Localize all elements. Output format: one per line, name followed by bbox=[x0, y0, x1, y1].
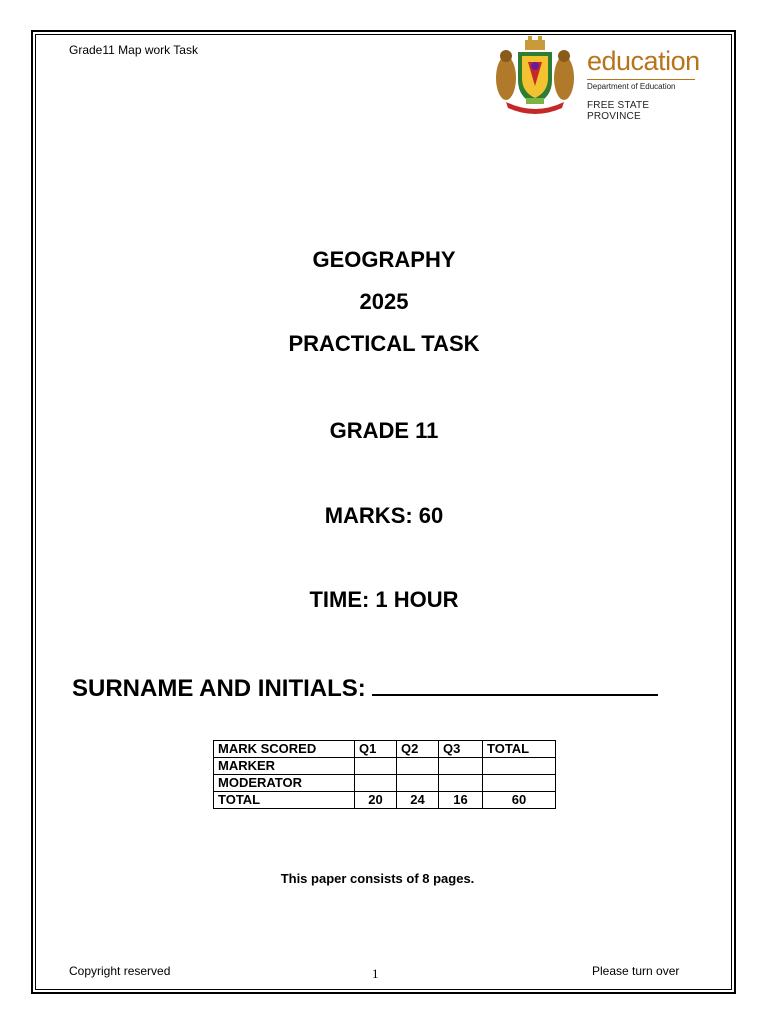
logo-wordmark: education bbox=[587, 46, 700, 76]
coat-of-arms-icon bbox=[492, 36, 578, 116]
table-header-cell: Q1 bbox=[355, 741, 397, 758]
surname-write-line[interactable] bbox=[372, 672, 658, 696]
marks-heading: MARKS: 60 bbox=[324, 503, 444, 528]
table-cell bbox=[483, 758, 556, 775]
footer-copyright: Copyright reserved bbox=[69, 964, 171, 978]
table-cell: MODERATOR bbox=[214, 775, 355, 792]
table-cell bbox=[355, 775, 397, 792]
table-row bbox=[214, 758, 556, 775]
table-cell: TOTAL bbox=[214, 792, 355, 809]
footer-page-number: 1 bbox=[372, 966, 379, 981]
table-cell bbox=[397, 775, 439, 792]
table-header-cell: MARK SCORED bbox=[214, 741, 355, 758]
table-row bbox=[214, 775, 556, 792]
subject-heading: GEOGRAPHY bbox=[312, 247, 456, 272]
table-row bbox=[214, 792, 556, 809]
grade-heading: GRADE 11 bbox=[329, 418, 439, 443]
surname-field bbox=[72, 672, 658, 703]
table-cell: MARKER bbox=[214, 758, 355, 775]
table-header-cell: Q3 bbox=[439, 741, 483, 758]
task-heading: PRACTICAL TASK bbox=[288, 331, 480, 356]
table-cell bbox=[397, 758, 439, 775]
table-cell bbox=[483, 775, 556, 792]
table-cell: 20 bbox=[355, 792, 397, 809]
year-heading: 2025 bbox=[359, 289, 409, 314]
table-header-row bbox=[214, 741, 556, 758]
footer-turn-over: Please turn over bbox=[592, 964, 680, 978]
table-cell: 16 bbox=[439, 792, 483, 809]
table-cell: 24 bbox=[397, 792, 439, 809]
logo-divider bbox=[587, 79, 695, 80]
time-heading: TIME: 1 HOUR bbox=[309, 587, 459, 612]
table-cell bbox=[355, 758, 397, 775]
table-cell bbox=[439, 758, 483, 775]
logo-department: Department of Education bbox=[587, 82, 676, 91]
header-task-title: Grade11 Map work Task bbox=[69, 43, 198, 57]
surname-label: SURNAME AND INITIALS: bbox=[72, 675, 366, 702]
marks-table bbox=[213, 740, 556, 809]
table-header-cell: TOTAL bbox=[483, 741, 556, 758]
education-logo bbox=[492, 36, 702, 122]
page-count-note: This paper consists of 8 pages. bbox=[280, 871, 475, 886]
table-header-cell: Q2 bbox=[397, 741, 439, 758]
table-cell: 60 bbox=[483, 792, 556, 809]
table-cell bbox=[439, 775, 483, 792]
logo-province: FREE STATE PROVINCE bbox=[587, 100, 650, 122]
